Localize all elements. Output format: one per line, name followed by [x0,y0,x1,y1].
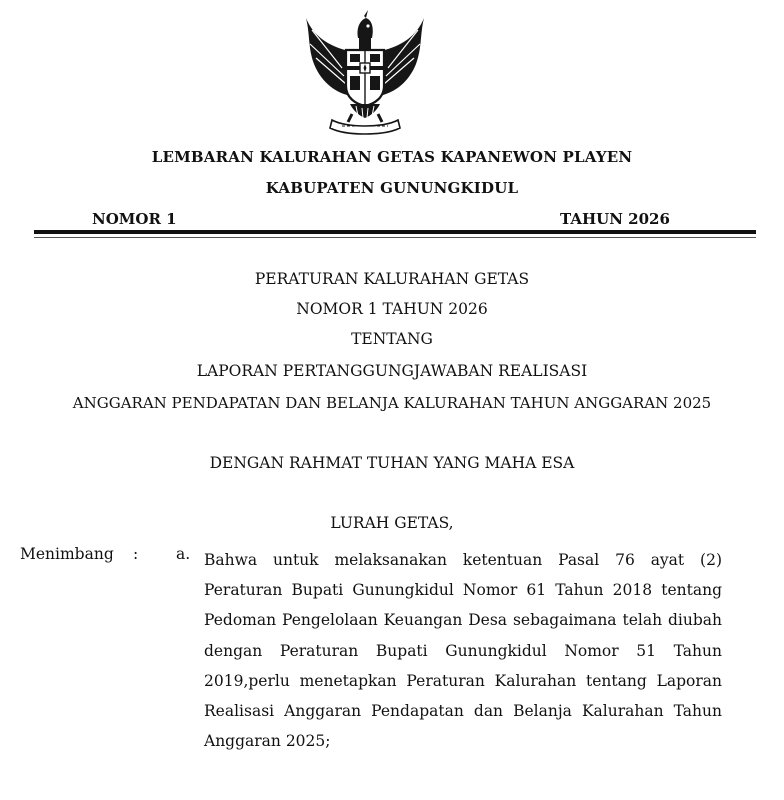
header-rule-thick [34,230,756,234]
authority-heading: LURAH GETAS, [330,514,454,532]
gazette-regency: KABUPATEN GUNUNGKIDUL [265,179,519,197]
regulation-subject-line2: ANGGARAN PENDAPATAN DAN BELANJA KALURAHAN TAHUN ANGGARAN 2025 [72,394,712,412]
considering-label: Menimbang [20,545,114,563]
gazette-year: TAHUN 2026 [560,210,670,228]
garuda-pancasila-emblem-icon [302,8,428,136]
gazette-number: NOMOR 1 [92,210,177,228]
considering-item-marker: a. [176,545,191,563]
regulation-number: NOMOR 1 TAHUN 2026 [296,300,488,318]
preamble: DENGAN RAHMAT TUHAN YANG MAHA ESA [209,454,575,472]
gazette-title: LEMBARAN KALURAHAN GETAS KAPANEWON PLAYEN [151,148,633,166]
considering-colon: : [133,545,139,563]
considering-item-text: Bahwa untuk melaksanakan ketentuan Pasal 76 ayat (2) Peraturan Bupati Gunungkidul Nomor 61 Tahun 2018 tentang Pedoman Pengelolaan Keuangan Desa sebagaimana telah diubah dengan Peraturan Bupati Gunungkidul Nomor 51 Tahun 2019,perlu menetapkan Peraturan Kalurahan tentang Laporan Realisasi Anggaran Pendapatan dan Belanja Kalurahan Tahun Anggaran 2025; [204,551,722,751]
header-rule-thin [34,237,756,238]
regulation-subject-line1: LAPORAN PERTANGGUNGJAWABAN REALISASI [196,362,588,380]
regulation-about: TENTANG [351,330,433,348]
regulation-title: PERATURAN KALURAHAN GETAS [254,270,530,288]
